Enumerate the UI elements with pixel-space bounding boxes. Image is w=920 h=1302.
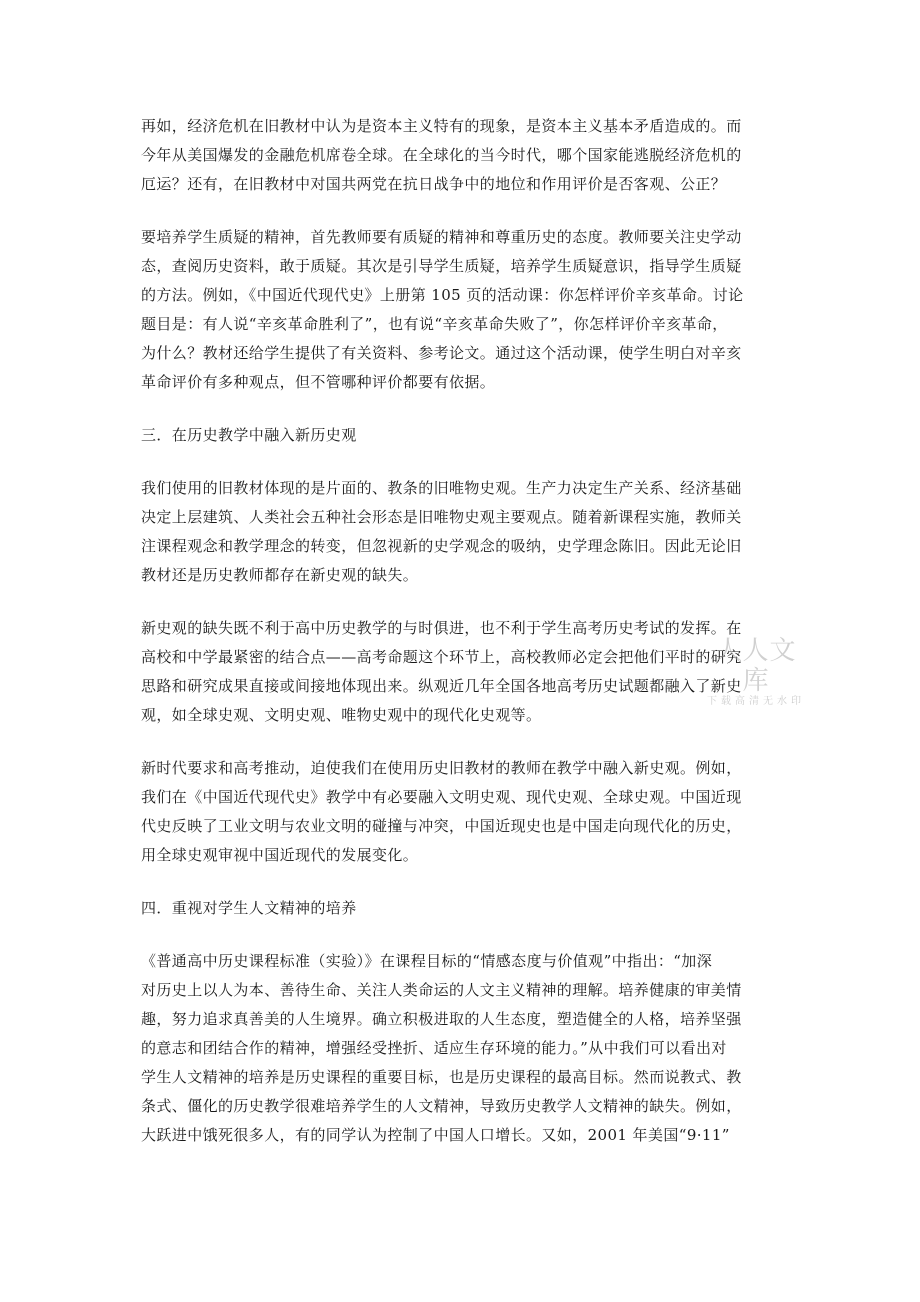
paragraph-gap [141,923,783,947]
paragraph-old-textbook [141,474,783,590]
paragraph-new-history-view [141,614,783,730]
text-line: 态，查阅历史资料，敢于质疑。其次是引导学生质疑，培养学生质疑意识，指导学生质疑 [141,257,742,275]
text-line: 革命评价有多种观点，但不管哪种评价都要有依据。 [141,373,496,391]
text-line: 题目是：有人说“辛亥革命胜利了”，也有说“辛亥革命失败了”，你怎样评价辛亥革命， [141,315,728,333]
text-line: 再如，经济危机在旧教材中认为是资本主义特有的现象，是资本主义基本矛盾造成的。而 [141,117,742,135]
text-line: 要培养学生质疑的精神，首先教师要有质疑的精神和尊重历史的态度。教师要关注史学动 [141,228,742,246]
text-line: 对历史上以人为本、善待生命、关注人类命运的人文主义精神的理解。培养健康的审美情 [141,981,742,999]
text-line: 趣，努力追求真善美的人生境界。确立积极进取的人生态度，塑造健全的人格，培养坚强 [141,1010,742,1028]
text-line: 学生人文精神的培养是历史课程的重要目标，也是历史课程的最高目标。然而说教式、教 [141,1068,742,1086]
text-line: 代史反映了工业文明与农业文明的碰撞与冲突，中国近现史也是中国走向现代化的历史， [141,817,742,835]
paragraph-new-era [141,754,783,870]
paragraph-gap [141,730,783,754]
paragraph-humanistic-spirit [141,947,783,1150]
paragraph-gap [141,450,783,474]
section-heading-four: 四．重视对学生人文精神的培养 [141,899,357,917]
section-heading-three: 三．在历史教学中融入新历史观 [141,426,357,444]
text-line: 思路和研究成果直接或间接地体现出来。纵观近几年全国各地高考历史试题都融入了新史 [141,677,742,695]
watermark-subtitle: 下载高清无水印 [707,696,805,707]
text-line: 新史观的缺失既不利于高中历史教学的与时俱进，也不利于学生高考历史考试的发挥。在 [141,619,742,637]
text-line: 高校和中学最紧密的结合点——高考命题这个环节上，高校教师必定会把他们平时的研究 [141,648,742,666]
paragraph-gap [141,199,783,223]
text-line: 为什么？教材还给学生提供了有关资料、参考论文。通过这个活动课，使学生明白对辛亥 [141,344,742,362]
text-line: 的意志和团结合作的精神，增强经受挫折、适应生存环境的能力。”从中我们可以看出对 [141,1039,727,1057]
text-line: 注课程观念和教学理念的转变，但忽视新的史学观念的吸纳，史学理念陈旧。因此无论旧 [141,537,742,555]
text-line: 我们使用的旧教材体现的是片面的、教条的旧唯物史观。生产力决定生产关系、经济基础 [141,479,742,497]
text-line: 新时代要求和高考推动，迫使我们在使用历史旧教材的教师在教学中融入新史观。例如， [141,759,742,777]
text-line: 用全球史观审视中国近现代的发展变化。 [141,846,419,864]
text-line: 条式、僵化的历史教学很难培养学生的人文精神，导致历史教学人文精神的缺失。例如， [141,1097,742,1115]
text-line: 观，如全球史观、文明史观、唯物史观中的现代化史观等。 [141,706,542,724]
text-line: 大跃进中饿死很多人，有的同学认为控制了中国人口增长。又如，2001 年美国“9·11” [141,1126,730,1144]
paragraph-gap [141,870,783,894]
text-line: 今年从美国爆发的金融危机席卷全球。在全球化的当今时代，哪个国家能逃脱经济危机的 [141,146,742,164]
paragraph-questioning-spirit [141,223,783,397]
text-line: 教材还是历史教师都存在新史观的缺失。 [141,566,419,584]
text-line: 厄运？还有，在旧教材中对国共两党在抗日战争中的地位和作用评价是否客观、公正？ [141,175,727,193]
paragraph-economic-crisis [141,112,783,199]
paragraph-gap [141,397,783,421]
text-line: 决定上层建筑、人类社会五种社会形态是旧唯物史观主要观点。随着新课程实施，教师关 [141,508,742,526]
text-line: 的方法。例如，《中国近代现代史》上册第 105 页的活动课：你怎样评价辛亥革命。讨论 [141,286,744,304]
paragraph-gap [141,590,783,614]
watermark-title: 人人文库 [715,636,797,696]
text-line: 我们在《中国近代现代史》教学中有必要融入文明史观、现代史观、全球史观。中国近现 [141,788,742,806]
document-body [141,112,783,1150]
text-line: 《普通高中历史课程标准（实验）》在课程目标的“情感态度与价值观”中指出：“加深 [141,952,713,970]
